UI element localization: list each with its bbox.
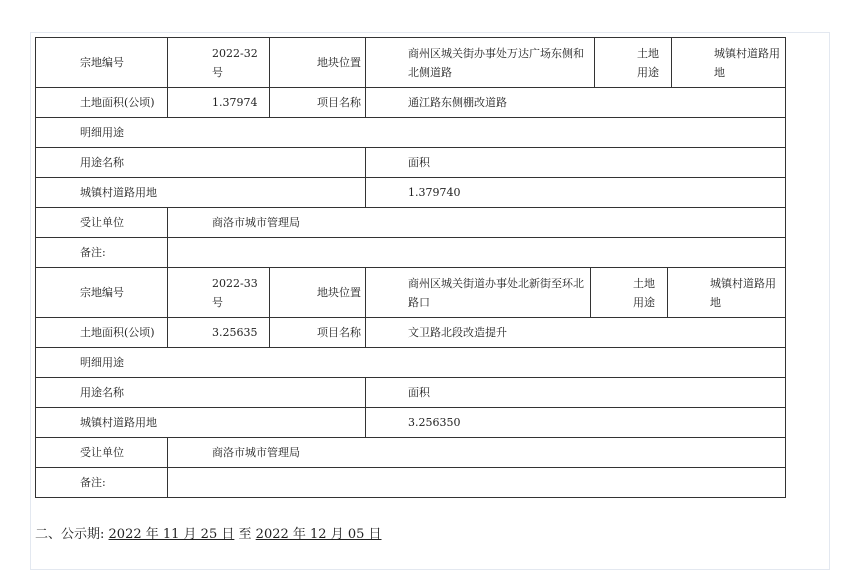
project-name: 通江路东侧棚改道路 [366,88,786,118]
remarks-label: 备注: [36,468,168,498]
remarks [168,468,786,498]
area-label: 土地面积(公顷) [36,88,168,118]
project-label: 项目名称 [270,318,366,348]
parcel-no-label: 宗地编号 [36,38,168,88]
project-label: 项目名称 [270,88,366,118]
location-label: 地块位置 [270,38,366,88]
area-column-label: 面积 [366,378,786,408]
area-value: 3.25635 [168,318,270,348]
land-use: 城镇村道路用地 [668,268,786,318]
use-name-label: 用途名称 [36,148,366,178]
project-name: 文卫路北段改造提升 [366,318,786,348]
use-name-label: 用途名称 [36,378,366,408]
notice-end-date: 2022 年 12 月 05 日 [255,527,382,542]
notice-period [35,523,382,542]
detail-area: 3.256350 [366,408,786,438]
location: 商州区城关街办事处万达广场东侧和北侧道路 [366,38,595,88]
detail-use-label: 明细用途 [36,348,786,378]
land-use: 城镇村道路用地 [672,38,786,88]
location: 商州区城关街道办事处北新街至环北路口 [366,268,591,318]
area-column-label: 面积 [366,148,786,178]
notice-prefix: 二、公示期: [35,527,105,542]
assignee: 商洛市城市管理局 [168,208,786,238]
area-value: 1.37974 [168,88,270,118]
assignee: 商洛市城市管理局 [168,438,786,468]
remarks [168,238,786,268]
assignee-label: 受让单位 [36,208,168,238]
parcel-no: 2022-33号 [168,268,270,318]
remarks-label: 备注: [36,238,168,268]
parcel-table-2 [35,267,786,498]
detail-use-label: 明细用途 [36,118,786,148]
notice-to: 至 [238,527,252,542]
detail-use-name: 城镇村道路用地 [36,408,366,438]
parcel-no-label: 宗地编号 [36,268,168,318]
assignee-label: 受让单位 [36,438,168,468]
detail-area: 1.379740 [366,178,786,208]
area-label: 土地面积(公顷) [36,318,168,348]
parcel-no: 2022-32号 [168,38,270,88]
land-use-label: 土地用途 [591,268,668,318]
parcel-table-1 [35,37,786,268]
detail-use-name: 城镇村道路用地 [36,178,366,208]
notice-start-date: 2022 年 11 月 25 日 [108,527,235,542]
land-use-label: 土地用途 [595,38,672,88]
location-label: 地块位置 [270,268,366,318]
